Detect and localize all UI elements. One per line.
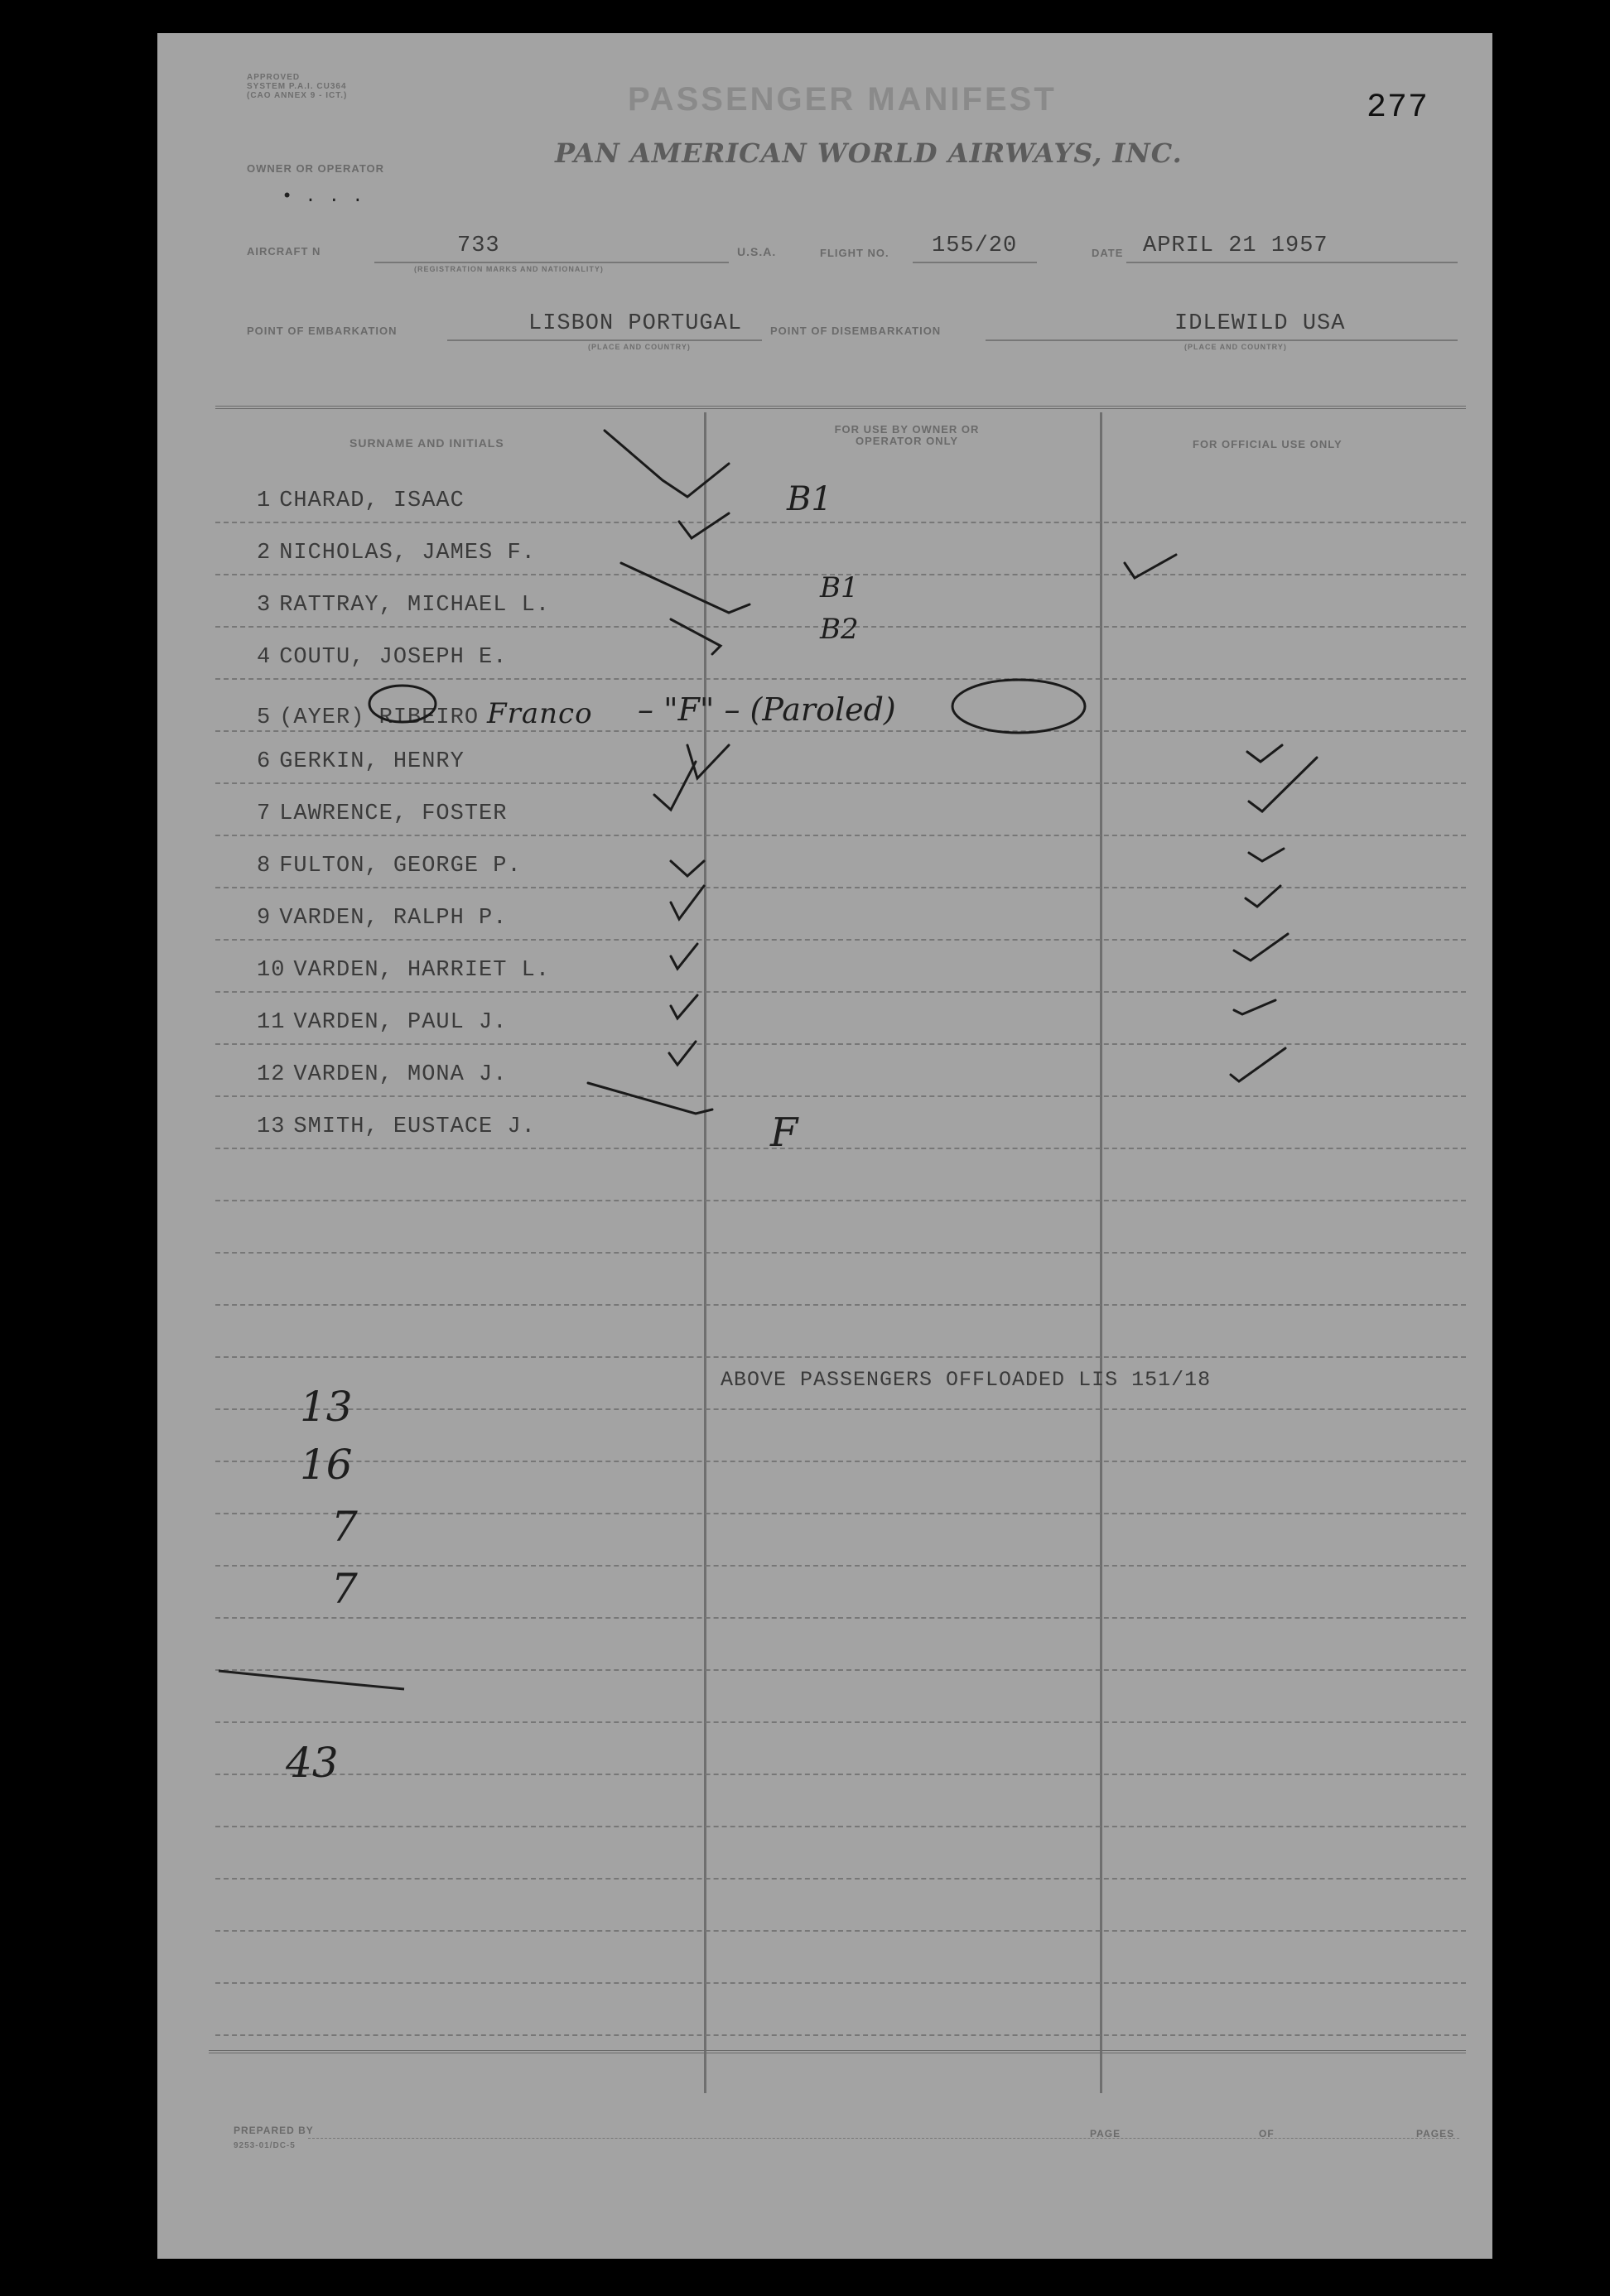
passenger-number: 3	[257, 593, 272, 618]
table-rule-line	[215, 1930, 1466, 1932]
table-rule-line	[215, 1878, 1466, 1880]
disembarkation-value: IDLEWILD USA	[1174, 311, 1346, 336]
page-number: 277	[1367, 89, 1429, 127]
passenger-name: RATTRAY, MICHAEL L.	[279, 593, 551, 618]
passenger-number: 9	[257, 906, 272, 931]
passenger-number: 12	[257, 1062, 286, 1087]
check-mark-icon	[687, 745, 729, 778]
check-mark-icon	[671, 861, 704, 876]
tally-number: 7	[331, 1565, 358, 1613]
table-rule-line	[215, 1200, 1466, 1201]
passenger-name: NICHOLAS, JAMES F.	[279, 541, 536, 566]
table-rule-line	[215, 1252, 1466, 1254]
passenger-name: (AYER) RIBEIRO	[279, 705, 480, 730]
passenger-name: FULTON, GEORGE P.	[279, 854, 522, 878]
disembarkation-label: POINT OF DISEMBARKATION	[770, 325, 942, 337]
passenger-number: 1	[257, 489, 272, 513]
passenger-name: GERKIN, HENRY	[279, 749, 465, 774]
embarkation-caption: (PLACE AND COUNTRY)	[588, 343, 691, 351]
owner-note: F	[770, 1109, 798, 1156]
table-rule-line	[215, 1408, 1466, 1410]
owner-note: – "F" – (Paroled)	[638, 691, 896, 728]
aircraft-value: 733	[457, 233, 500, 258]
embarkation-value: LISBON PORTUGAL	[528, 311, 743, 336]
passenger-name: SMITH, EUSTACE J.	[293, 1114, 536, 1139]
passenger-name: COUTU, JOSEPH E.	[279, 645, 508, 670]
form-title: PASSENGER MANIFEST	[628, 81, 1057, 118]
owner-value: • . . .	[282, 186, 364, 207]
check-mark-icon	[605, 431, 729, 497]
check-mark-icon	[671, 619, 721, 654]
check-mark-icon	[1249, 849, 1284, 861]
footer-line	[308, 2138, 1459, 2139]
passenger-name: CHARAD, ISAAC	[279, 489, 465, 513]
table-rule-line	[215, 1304, 1466, 1306]
passenger-number: 8	[257, 854, 272, 878]
passenger-name: VARDEN, RALPH P.	[279, 906, 508, 931]
check-mark-icon	[1246, 886, 1280, 907]
tally-number: 16	[300, 1441, 353, 1489]
flight-label: FLIGHT NO.	[820, 247, 889, 259]
handwritten-name-addition: Franco	[487, 697, 593, 730]
passenger-name: VARDEN, PAUL J.	[293, 1010, 508, 1035]
check-mark-icon	[671, 886, 704, 919]
approval-line: APPROVED	[247, 73, 301, 82]
passenger-number: 6	[257, 749, 272, 774]
check-mark-icon	[621, 563, 750, 613]
disembarkation-caption: (PLACE AND COUNTRY)	[1184, 343, 1287, 351]
table-rule-line	[215, 1461, 1466, 1462]
owner-note: B1	[787, 480, 832, 518]
owner-note: B2	[820, 613, 859, 646]
owner-label: OWNER OR OPERATOR	[247, 162, 385, 175]
check-mark-icon	[671, 995, 697, 1018]
check-mark-icon	[671, 944, 697, 969]
tally-sum-line	[215, 1656, 414, 1706]
tally-number: 7	[331, 1503, 358, 1551]
nationality: U.S.A.	[737, 245, 777, 258]
passenger-number: 4	[257, 645, 272, 670]
aircraft-label: AIRCRAFT N	[247, 245, 321, 258]
header-owner-use: FOR USE BY OWNER OR OPERATOR ONLY	[834, 423, 980, 447]
check-mark-icon	[588, 1083, 712, 1114]
date-value: APRIL 21 1957	[1143, 233, 1328, 258]
check-mark-icon	[1231, 1048, 1285, 1081]
passenger-name: LAWRENCE, FOSTER	[279, 801, 508, 826]
registration-caption: (REGISTRATION MARKS AND NATIONALITY)	[414, 265, 604, 273]
form-code: 9253-01/DC-5	[234, 2141, 296, 2150]
table-rule-line	[215, 1617, 1466, 1619]
check-mark-icon	[1125, 555, 1176, 578]
owner-note: B1	[820, 571, 859, 604]
passenger-number: 13	[257, 1114, 286, 1139]
check-mark-icon	[1234, 1000, 1275, 1014]
check-mark-icon	[679, 513, 729, 538]
date-label: DATE	[1092, 247, 1124, 259]
offload-note: ABOVE PASSENGERS OFFLOADED LIS 151/18	[721, 1368, 1212, 1392]
approval-line: (CAO ANNEX 9 - ICT.)	[247, 91, 348, 100]
embarkation-label: POINT OF EMBARKATION	[247, 325, 398, 337]
passenger-name: VARDEN, HARRIET L.	[293, 958, 551, 983]
passenger-number: 2	[257, 541, 272, 566]
table-rule-line	[215, 1982, 1466, 1984]
table-rule-line	[215, 1826, 1466, 1827]
passenger-number: 11	[257, 1010, 286, 1035]
header-official-use: FOR OFFICIAL USE ONLY	[1193, 438, 1342, 450]
passenger-number: 5	[257, 705, 272, 730]
table-rule-line	[215, 2034, 1466, 2036]
pages-label: PAGES	[1416, 2128, 1455, 2140]
table-rule-line	[215, 1774, 1466, 1775]
company-name: PAN AMERICAN WORLD AIRWAYS, INC.	[555, 137, 1183, 169]
check-mark-icon	[1249, 758, 1317, 811]
table-rule-line	[215, 1721, 1466, 1723]
table-rule-line	[215, 1565, 1466, 1567]
check-mark-icon	[1247, 745, 1282, 762]
table-rule-line	[215, 1356, 1466, 1358]
check-mark-icon	[669, 1042, 696, 1065]
passenger-number: 10	[257, 958, 286, 983]
tally-number: 13	[300, 1383, 353, 1431]
flight-value: 155/20	[932, 233, 1018, 258]
name-circle	[369, 686, 436, 722]
of-label: OF	[1259, 2128, 1275, 2140]
table-rule-line	[215, 1513, 1466, 1514]
check-mark-icon	[1234, 934, 1288, 960]
page-label: PAGE	[1090, 2128, 1121, 2140]
passenger-number: 7	[257, 801, 272, 826]
manifest-sheet	[157, 33, 1492, 2259]
passenger-name: VARDEN, MONA J.	[293, 1062, 508, 1087]
table-bottom-border	[209, 2050, 1466, 2053]
check-mark-icon	[654, 762, 696, 810]
tally-total: 43	[286, 1739, 339, 1787]
note-circle	[952, 680, 1085, 733]
prepared-label: PREPARED BY	[234, 2125, 314, 2136]
header-surname: SURNAME AND INITIALS	[349, 436, 504, 450]
approval-line: SYSTEM P.A.I. CU364	[247, 82, 347, 91]
